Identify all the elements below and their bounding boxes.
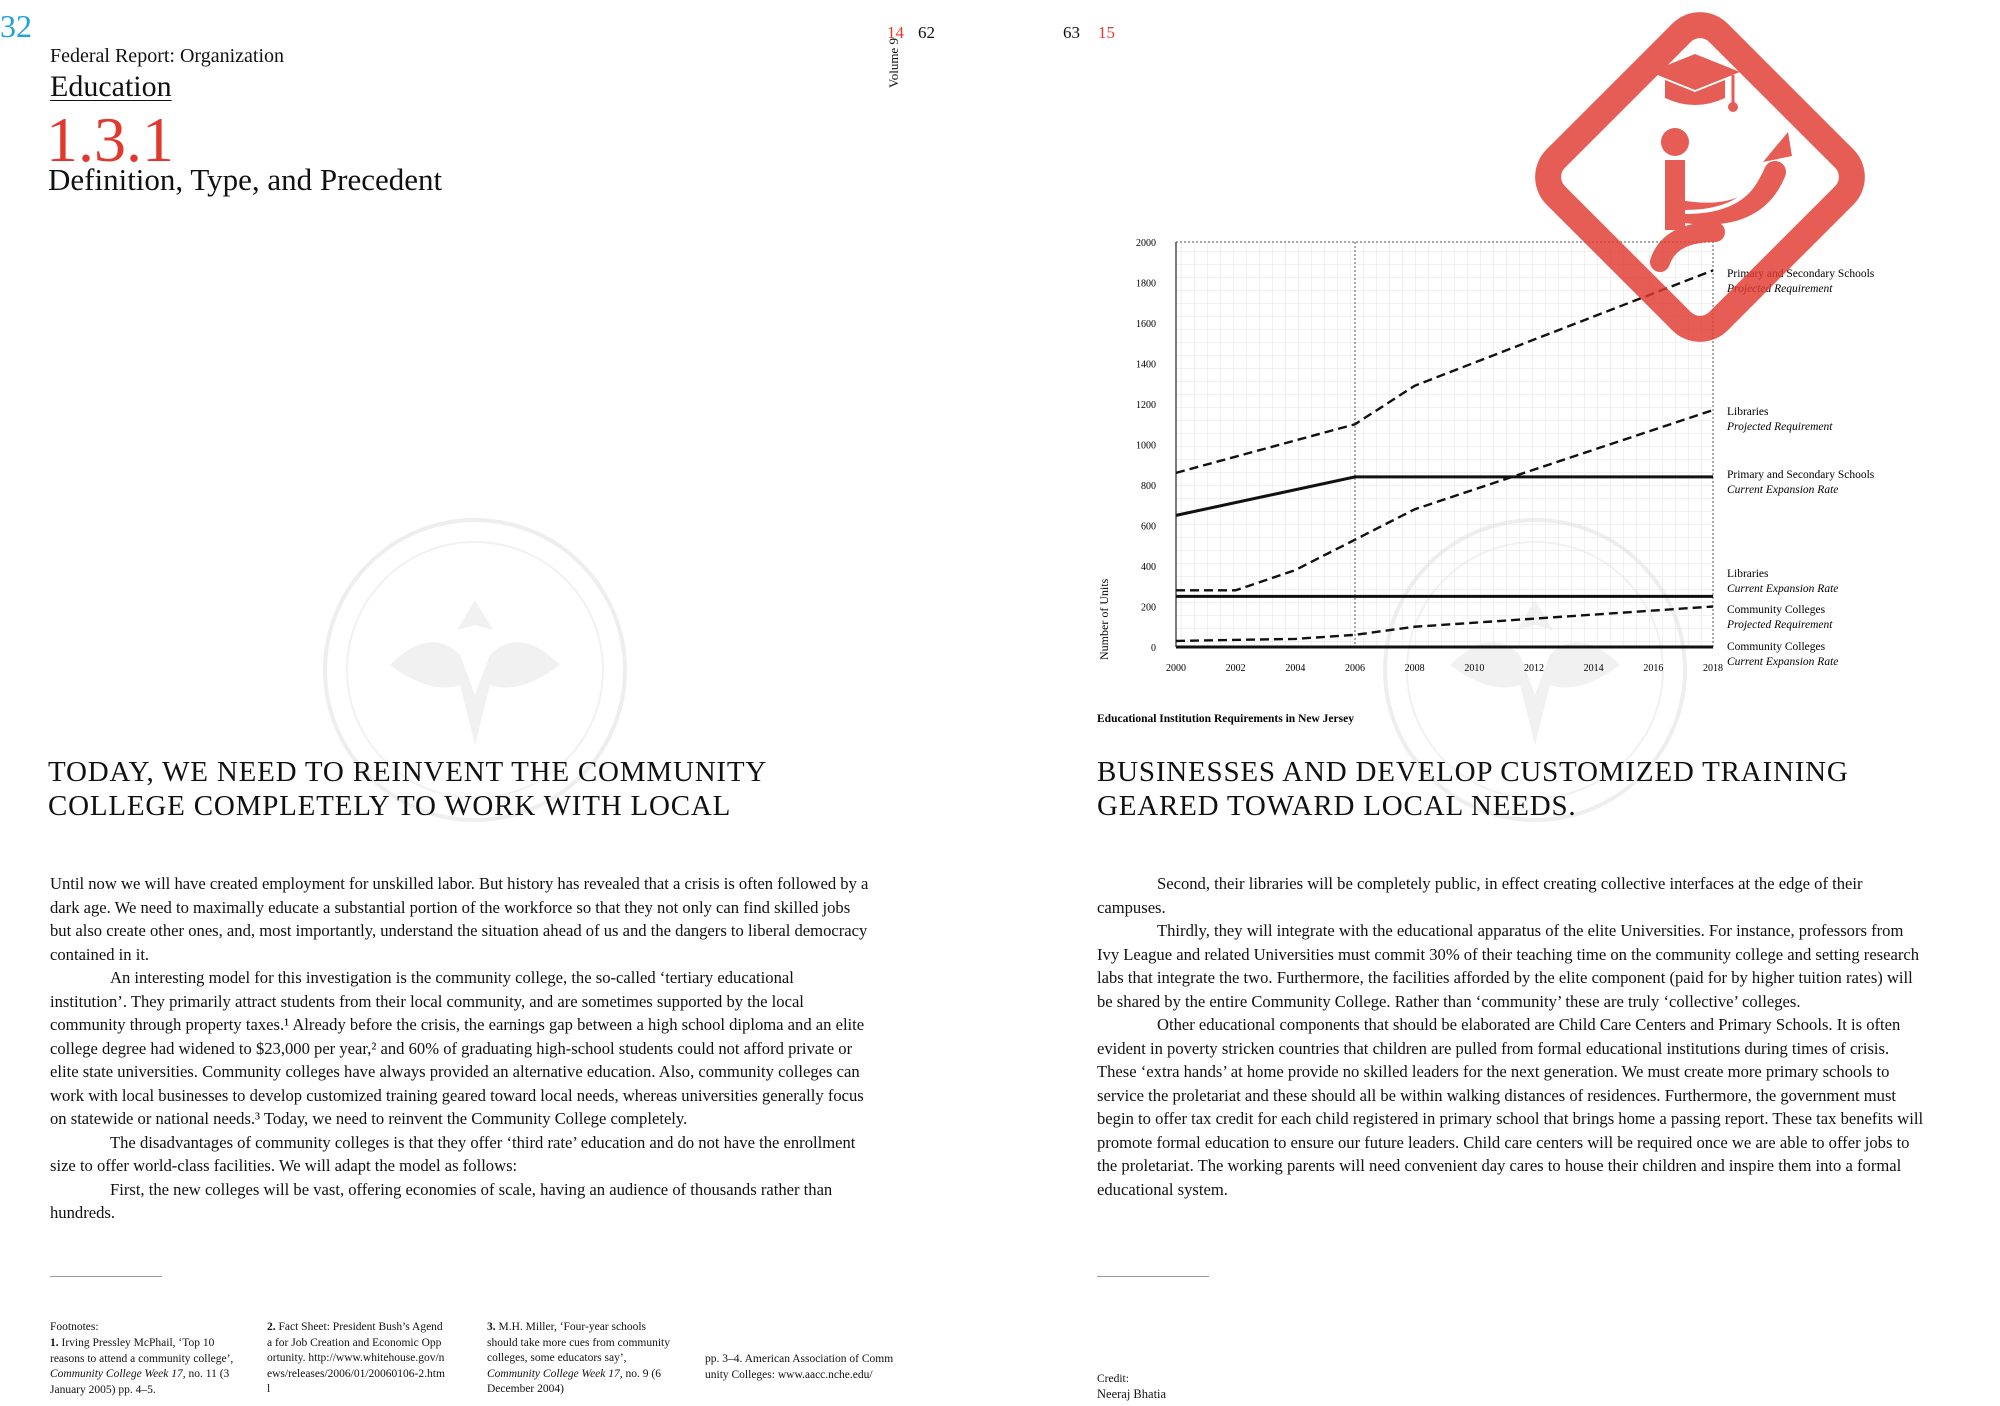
body-text-right — [1097, 872, 1927, 1201]
footnote-2: 2. Fact Sheet: President Bush’s Agenda for Job Creation and Economic Opportunity. http://www.whitehouse.gov/news/releases/2006/01/20060106-2.html — [267, 1321, 445, 1395]
paragraph: An interesting model for this investigation is the community college, the so-called ‘tertiary educational institution’. They primarily attract students from their local community, and are sometimes supported by the local community through property taxes.¹ Already before the crisis, the earnings gap between a high school diploma and an elite college degree had widened to $23,000 per year,² and 60% of graduating high-school students could not afford private or elite state universities. Community colleges have always provided an alternative education. Also, community colleges can work with local businesses to develop customized training geared toward local needs, whereas universities generally focus on statewide or national needs.³ Today, we need to reinvent the Community College completely. — [50, 968, 865, 1128]
x-tick-label: 2018 — [1703, 663, 1723, 674]
series-label-name: Primary and Secondary Schools — [1727, 469, 1875, 481]
section-number: 1.3.1 — [46, 104, 174, 175]
y-tick-label: 1000 — [1136, 440, 1156, 452]
x-tick-label: 2014 — [1583, 663, 1604, 674]
left-folio-red: 14 — [887, 23, 904, 42]
x-tick-label: 2006 — [1345, 663, 1365, 674]
x-tick-label: 2000 — [1166, 663, 1186, 674]
y-tick-label: 1400 — [1136, 359, 1156, 371]
chart-y-axis-label: Number of Units — [1097, 578, 1111, 660]
series-label-sub: Projected Requirement — [1727, 421, 1833, 433]
series-label-sub: Projected Requirement — [1727, 619, 1833, 631]
y-tick-label: 200 — [1141, 602, 1156, 614]
x-tick-label: 2008 — [1404, 663, 1425, 674]
y-tick-label: 1800 — [1136, 278, 1156, 290]
y-tick-label: 1600 — [1136, 319, 1156, 330]
paragraph: Thirdly, they will integrate with the educational apparatus of the elite Universities. For instance, professors from Ivy League and related Universities must commit 30% of their teaching time on the community college and setting research labs that integrate the two. Furthermore, the facilities afforded by the elite component (paid for by higher tuition rates) will be shared by the entire Community College. Rather than ‘community’ these are truly ‘collective’ colleges. — [1097, 921, 1920, 1011]
headline-right: BUSINESSES AND DEVELOP CUSTOMIZED TRAINING GEARED TOWARD LOCAL NEEDS. — [1097, 756, 1849, 822]
series-label-name: Libraries — [1727, 406, 1769, 418]
y-tick-label: 0 — [1151, 643, 1156, 654]
graduation-cap-road-sign-icon — [1535, 12, 1865, 342]
section-title: Definition, Type, and Precedent — [48, 162, 443, 197]
footnotes-heading: Footnotes: — [50, 1321, 99, 1333]
series-label-sub: Projected Requirement — [1727, 283, 1833, 295]
y-tick-label: 2000 — [1136, 238, 1156, 249]
footnote-1: 1. Irving Pressley McPhail, ‘Top 10 reasons to attend a community college’, Community College Week 17, no. 11 (3 January 2005) pp. 4–5. — [50, 1337, 234, 1396]
footnote-divider-right — [1097, 1276, 1209, 1277]
right-folio: 63 — [1063, 23, 1080, 42]
credit-label: Credit: — [1097, 1373, 1129, 1385]
y-tick-label: 1200 — [1136, 400, 1156, 411]
y-tick-label: 400 — [1141, 562, 1156, 573]
x-tick-label: 2010 — [1464, 663, 1485, 674]
paragraph: Second, their libraries will be completely public, in effect creating collective interfaces at the edge of their campuses. — [1097, 874, 1863, 917]
left-folio: 62 — [918, 23, 935, 42]
x-tick-label: 2016 — [1643, 663, 1664, 674]
footnote-3-continued: pp. 3–4. American Association of Community Colleges: www.aacc.nche.edu/ — [705, 1353, 894, 1381]
x-tick-label: 2002 — [1225, 663, 1246, 674]
paragraph: Other educational components that should be elaborated are Child Care Centers and Primary Schools. It is often evident in poverty stricken countries that children are pulled from formal educational institutions during times of crisis. These ‘extra hands’ at home provide no skilled leaders for the next generation. We must create more primary schools to service the proletariat and these should all be within walking distances of residences. Furthermore, the government must begin to offer tax credit for each child registered in primary school that brings home a passing report. These tax benefits will promote formal education to ensure our future leaders. Child care centers will be required once we are able to offer jobs to the proletariat. The working parents will need convenient day cares to house their children and inspire them into a formal educational system. — [1097, 1015, 1924, 1199]
credit-name: Neeraj Bhatia — [1097, 1387, 1167, 1401]
series-label-sub: Current Expansion Rate — [1727, 583, 1839, 595]
x-tick-label: 2004 — [1285, 663, 1306, 674]
x-tick-label: 2012 — [1524, 663, 1544, 674]
footnote-3: 3. M.H. Miller, ‘Four-year schools should take more cues from community colleges, some educators say’, Community College Week 17, no. 9 (6 December 2004) — [487, 1321, 671, 1395]
paragraph: The disadvantages of community colleges is that they offer ‘third rate’ education and do not have the enrollment size to offer world-class facilities. We will adapt the model as follows: — [50, 1132, 856, 1175]
topic-heading: Education — [50, 70, 172, 103]
chart-title: Educational Institution Requirements in New Jersey — [1097, 713, 1354, 725]
footnote-divider-left — [50, 1276, 162, 1277]
body-text-left — [50, 872, 870, 1225]
series-label-name: Primary and Secondary Schools — [1727, 268, 1875, 280]
report-kicker: Federal Report: Organization — [50, 45, 285, 67]
series-label-sub: Current Expansion Rate — [1727, 484, 1839, 496]
y-tick-label: 800 — [1141, 481, 1156, 492]
paragraph: First, the new colleges will be vast, offering economies of scale, having an audience of thousands rather than hundreds. — [50, 1179, 833, 1222]
paragraph: Until now we will have created employment for unskilled labor. But history has revealed that a crisis is often followed by a dark age. We need to maximally educate a substantial portion of the workforce so that they not only can find skilled jobs but also create other ones, and, most importantly, understand the situation ahead of us and the dangers to liberal democracy contained in it. — [50, 874, 869, 964]
series-label-name: Community Colleges — [1727, 641, 1826, 653]
series-label-name: Libraries — [1727, 568, 1769, 580]
series-label-sub: Current Expansion Rate — [1727, 656, 1839, 668]
corner-page-number: 32 — [0, 8, 32, 44]
series-label-name: Community Colleges — [1727, 604, 1826, 616]
y-tick-label: 600 — [1141, 521, 1156, 533]
volume-label: Volume 9 — [886, 38, 901, 88]
headline-left: TODAY, WE NEED TO REINVENT THE COMMUNITY COLLEGE COMPLETELY TO WORK WITH LOCAL — [48, 756, 767, 822]
right-folio-red: 15 — [1098, 23, 1115, 42]
